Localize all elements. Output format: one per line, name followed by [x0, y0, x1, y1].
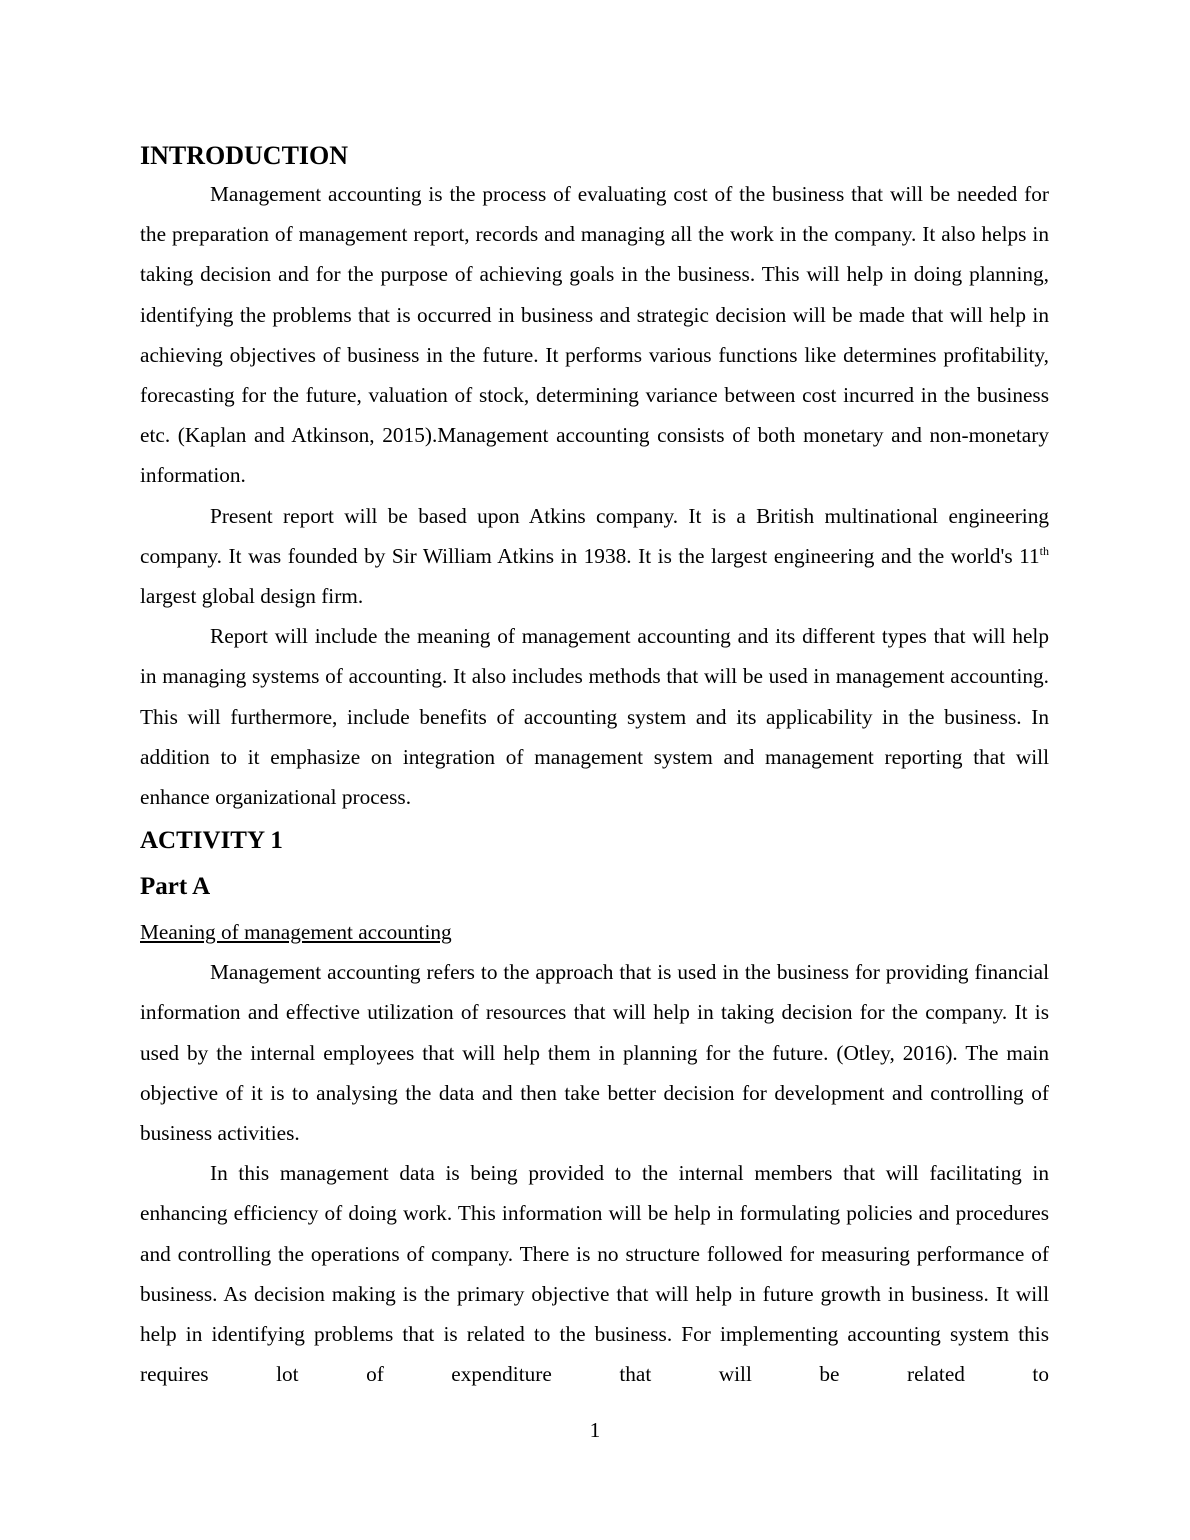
- document-page: [140, 140, 1049, 1394]
- introduction-paragraph-3: Report will include the meaning of management accounting and its different types that will help in managing systems of accounting. It also includes methods that will be used in management accounting. This will furthermore, include benefits of accounting system and its applicability in the business. In addition to it emphasize on integration of management system and management reporting that will enhance organizational process.: [140, 624, 1049, 810]
- page-number: 1: [589, 1418, 601, 1442]
- activity-heading: ACTIVITY 1: [140, 827, 283, 855]
- part-heading: Part A: [140, 873, 211, 901]
- paragraph-2-text-end: largest global design firm.: [140, 584, 364, 609]
- section-subheading: Meaning of management accounting: [140, 920, 452, 945]
- activity-paragraph-1: Management accounting refers to the approach that is used in the business for providing financial information and effective utilization of resources that will help in taking decision for the company. It is used by the internal employees that will help them in planning for the future. (Otley, 2016). The main objective of it is to analysing the data and then take better decision for development and controlling of business activities.: [140, 960, 1049, 1146]
- ordinal-superscript: th: [1039, 543, 1049, 558]
- paragraph-2-text: Present report will be based upon Atkins company. It is a British multinational engineering company. It was founded by Sir William Atkins in 1938. It is the largest engineering and the world's 11: [140, 503, 1049, 568]
- introduction-paragraph-2: [140, 496, 1049, 617]
- introduction-heading: INTRODUCTION: [140, 141, 349, 170]
- activity-paragraph-2: In this management data is being provided to the internal members that will facilitating in enhancing efficiency of doing work. This information will be help in formulating policies and procedures and controlling the operations of company. There is no structure followed for measuring performance of business. As decision making is the primary objective that will help in future growth in business. It will help in identifying problems that is related to the business. For implementing accounting system this requires lot of expenditure that will be related to: [140, 1161, 1049, 1387]
- introduction-paragraph-1: Management accounting is the process of evaluating cost of the business that will be needed for the preparation of management report, records and managing all the work in the company. It also helps in taking decision and for the purpose of achieving goals in the business. This will help in doing planning, identifying the problems that is occurred in business and strategic decision will be made that will help in achieving objectives of business in the future. It performs various functions like determines profitability, forecasting for the future, valuation of stock, determining variance between cost incurred in the business etc. (Kaplan and Atkinson, 2015).Management accounting consists of both monetary and non-monetary information.: [140, 182, 1049, 488]
